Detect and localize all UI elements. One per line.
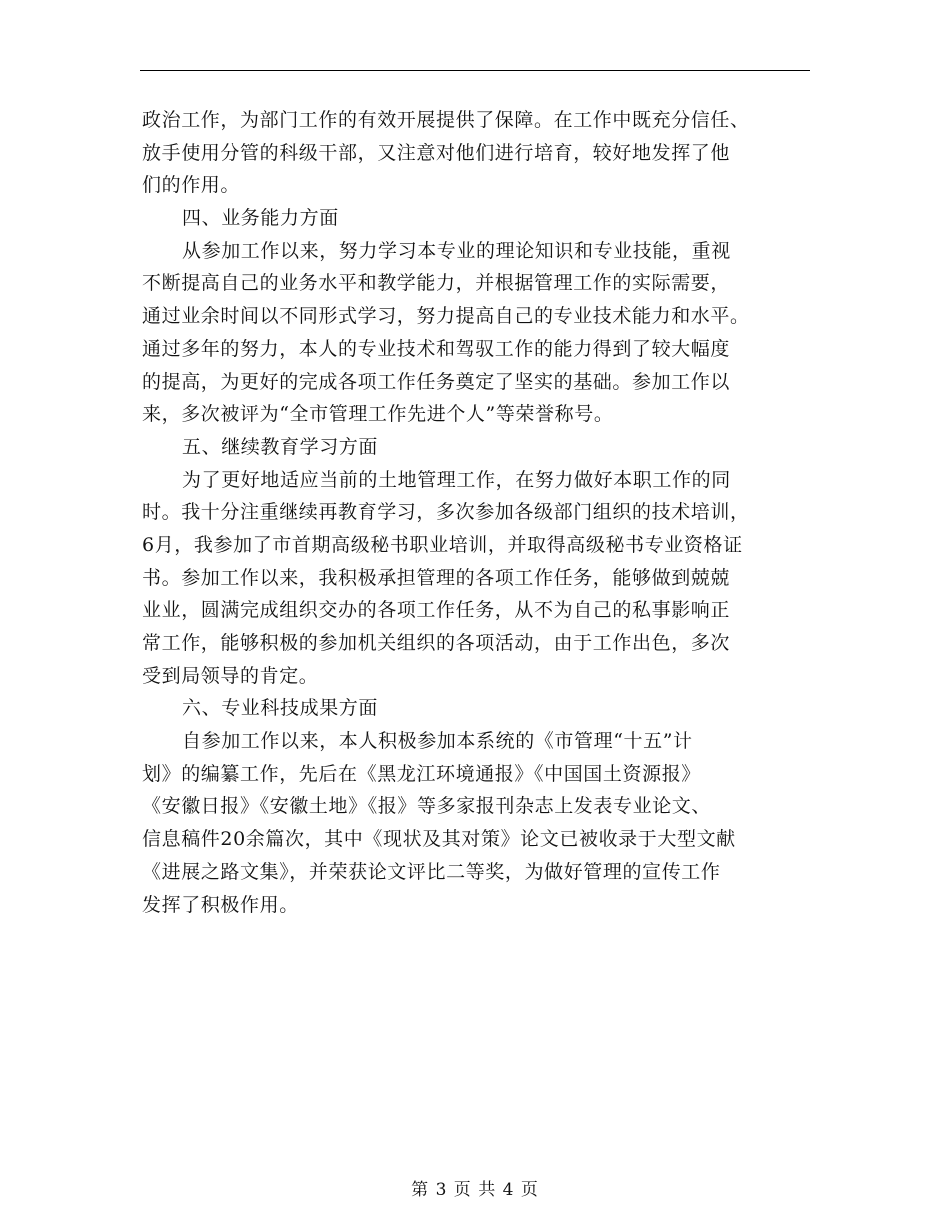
text-line-23: 信息稿件20余篇次，其中《现状及其对策》论文已被收录于大型文献 [142, 828, 736, 851]
text-line-9: 的提高，为更好的完成各项工作任务奠定了坚实的基础。参加工作以 [142, 370, 731, 393]
text-line-16: 业业，圆满完成组织交办的各项工作任务，从不为自己的私事影响正 [142, 599, 731, 622]
section-heading-achievements: 六、专业科技成果方面 [182, 697, 379, 720]
text-line-24: 《进展之路文集》，并荣获论文评比二等奖，为做好管理的宣传工作 [142, 860, 721, 883]
text-line-22: 《安徽日报》《安徽土地》《报》等多家报刊杂志上发表专业论文、 [142, 795, 712, 818]
text-line-25: 发挥了积极作用。 [142, 893, 299, 916]
text-line-1: 政治工作，为部门工作的有效开展提供了保障。在工作中既充分信任、 [142, 109, 750, 131]
header-rule [140, 70, 810, 71]
section-heading-business: 四、业务能力方面 [182, 207, 339, 230]
text-line-13: 时。我十分注重继续再教育学习，多次参加各级部门组织的技术培训， [142, 501, 750, 524]
text-line-17: 常工作，能够积极的参加机关组织的各项活动，由于工作出色，多次 [142, 632, 731, 654]
text-line-14: 6月，我参加了市首期高级秘书职业培训，并取得高级秘书专业资格证 [142, 533, 743, 556]
text-line-21: 划》的编纂工作，先后在《黑龙江环境通报》《中国国土资源报》 [142, 762, 701, 785]
text-line-18: 受到局领导的肯定。 [142, 664, 319, 687]
text-line-3: 们的作用。 [142, 174, 241, 197]
page-number-footer: 第 3 页 共 4 页 [411, 1180, 539, 1200]
document-body [142, 104, 810, 921]
text-line-5: 从参加工作以来，努力学习本专业的理论知识和专业技能，重视 [182, 239, 731, 262]
text-line-15: 书。参加工作以来，我积极承担管理的各项工作任务，能够做到兢兢 [142, 566, 731, 589]
text-line-10: 来，多次被评为“全市管理工作先进个人”等荣誉称号。 [142, 403, 614, 426]
text-line-6: 不断提高自己的业务水平和教学能力，并根据管理工作的实际需要， [142, 272, 731, 295]
text-line-20: 自参加工作以来，本人积极参加本系统的《市管理“十五”计 [182, 730, 693, 753]
text-line-8: 通过多年的努力，本人的专业技术和驾驭工作的能力得到了较大幅度 [142, 337, 731, 360]
text-line-2: 放手使用分管的科级干部，又注意对他们进行培育，较好地发挥了他 [142, 141, 731, 164]
text-line-7: 通过业余时间以不同形式学习，努力提高自己的专业技术能力和水平。 [142, 305, 750, 328]
section-heading-education: 五、继续教育学习方面 [182, 435, 379, 458]
text-line-12: 为了更好地适应当前的土地管理工作，在努力做好本职工作的同 [182, 468, 731, 491]
